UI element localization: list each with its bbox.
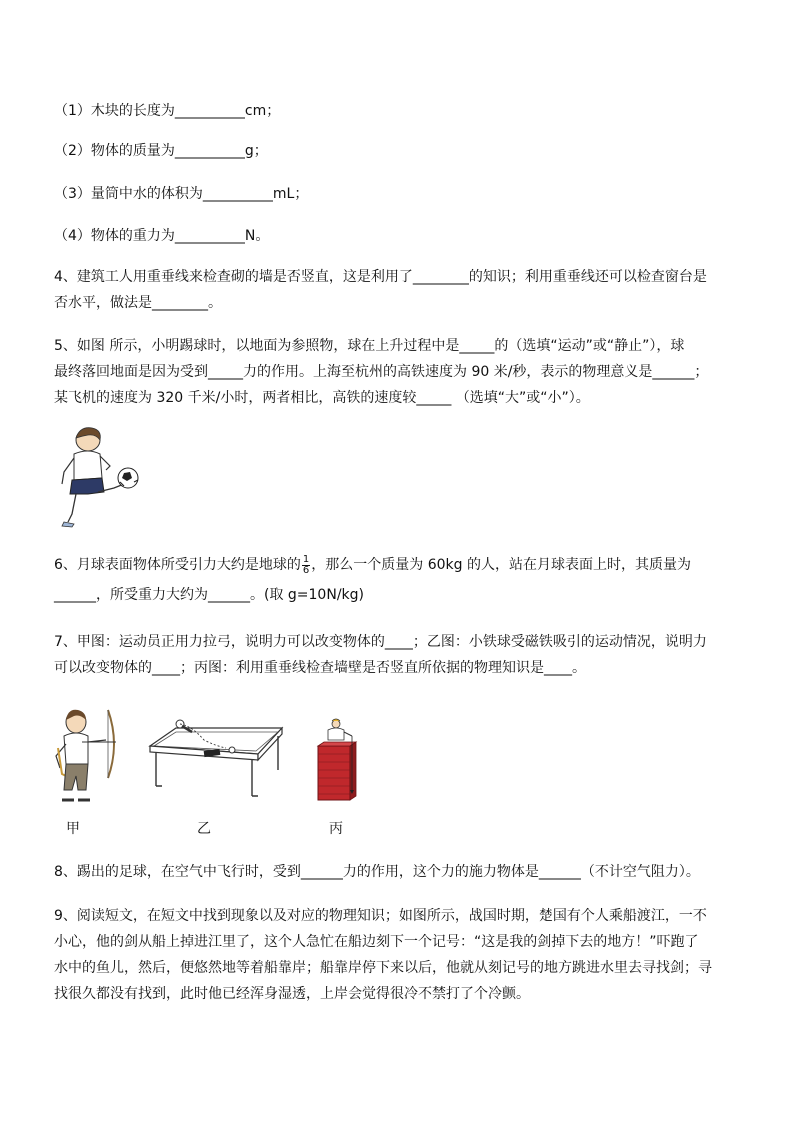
q9-line-3: 水中的鱼儿，然后，便悠然地等着船靠岸；船靠岸停下来以后，他就从刻记号的地方跳进水里去寻找剑；寻 bbox=[54, 960, 712, 976]
q9-line-2: 小心，他的剑从船上掉进江里了，这个人急忙在船边刻下一个记号：“这是我的剑掉下去的地方！”吓跑了 bbox=[54, 934, 699, 950]
q5-line-3: 某飞机的速度为 320 千米/小时，两者相比，高铁的速度较_____ （选填“大”或“小”）。 bbox=[54, 390, 590, 406]
q3-item-1: （1）木块的长度为__________cm； bbox=[54, 103, 281, 119]
one-sixth-fraction bbox=[302, 555, 310, 576]
caption-bing: 丙 bbox=[329, 821, 343, 837]
question-7 bbox=[54, 629, 746, 681]
q6-line-1-start: 6、月球表面物体所受引力大约是地球的 bbox=[54, 557, 301, 573]
caption-jia: 甲 bbox=[66, 821, 80, 837]
caption-yi: 乙 bbox=[197, 821, 211, 837]
question-4 bbox=[54, 264, 746, 316]
question-9 bbox=[54, 903, 746, 1007]
question-8: 8、踢出的足球，在空气中飞行时，受到______力的作用，这个力的施力物体是______（不计空气阻力）。 bbox=[54, 864, 700, 880]
q7-line-1: 7、甲图：运动员正用力拉弓，说明力可以改变物体的____；乙图：小铁球受磁铁吸引的运动情况，说明力 bbox=[54, 634, 707, 650]
archer-figure bbox=[54, 704, 120, 810]
q4-line-1: 4、建筑工人用重垂线来检查砌的墙是否竖直，这是利用了________的知识；利用重垂线还可以检查窗台是 bbox=[54, 269, 707, 285]
q6-line-1-end: ，那么一个质量为 60kg 的人，站在月球表面上时，其质量为 bbox=[311, 557, 691, 573]
fraction-numerator: 1 bbox=[302, 553, 310, 565]
question-5 bbox=[54, 333, 746, 411]
q3-item-3: （3）量筒中水的体积为__________mL； bbox=[54, 186, 309, 202]
magnet-ball-table-figure bbox=[146, 716, 286, 802]
q5-line-2: 最终落回地面是因为受到_____力的作用。上海至杭州的高铁速度为 90 米/秒，表示的物理意义是______； bbox=[54, 364, 709, 380]
boy-kicking-ball-figure bbox=[52, 424, 144, 528]
q3-item-4: （4）物体的重力为__________N。 bbox=[54, 228, 270, 244]
brick-wall-plumb-line-figure bbox=[314, 718, 358, 804]
q7-line-2: 可以改变物体的____；丙图：利用重垂线检查墙壁是否竖直所依据的物理知识是____。 bbox=[54, 660, 586, 676]
q5-line-1: 5、如图 所示，小明踢球时，以地面为参照物，球在上升过程中是_____的（选填“运动”或“静止”），球 bbox=[54, 338, 685, 354]
question-6 bbox=[54, 552, 746, 608]
q3-item-2: （2）物体的质量为__________g； bbox=[54, 143, 268, 159]
q9-line-4: 找很久都没有找到，此时他已经浑身湿透，上岸会觉得很冷不禁打了个冷颤。 bbox=[54, 986, 530, 1002]
q9-line-1: 9、阅读短文，在短文中找到现象以及对应的物理知识；如图所示，战国时期，楚国有个人乘船渡江，一不 bbox=[54, 908, 707, 924]
q6-line-2: ______，所受重力大约为______。(取 g=10N/kg) bbox=[54, 587, 364, 603]
fraction-denominator: 6 bbox=[302, 564, 310, 576]
q4-line-2: 否水平，做法是________。 bbox=[54, 295, 222, 311]
